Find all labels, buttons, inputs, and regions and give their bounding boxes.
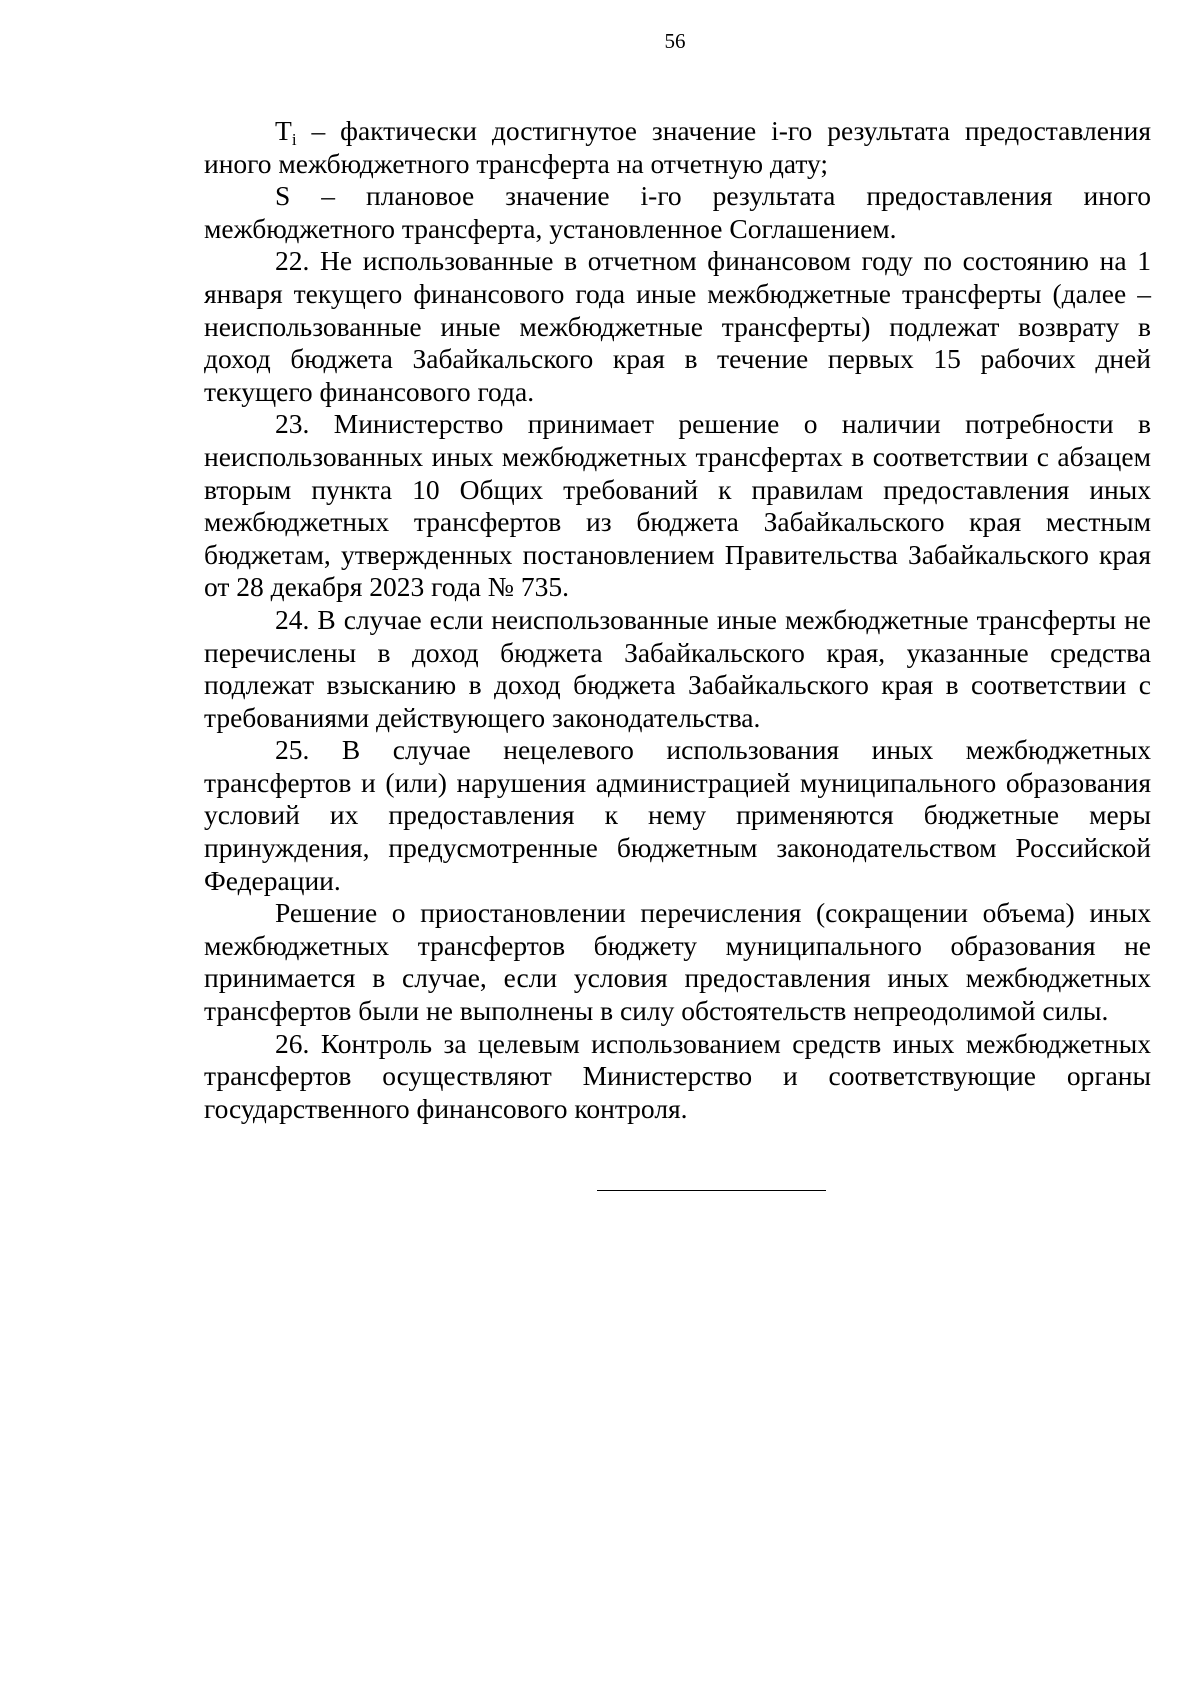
- symbol-t: T: [275, 115, 292, 146]
- closing-rule-divider: [597, 1190, 826, 1191]
- paragraph-25-decision: Решение о приостановлении перечисления (сокращении объема) иных межбюджетных трансфертов бюджету муниципального образования не принимается в случае, если условия предоставления иных межбюджетных трансфертов были не выполнены в силу обстоятельств непреодолимой силы.: [204, 897, 1151, 1027]
- paragraph-26: 26. Контроль за целевым использованием средств иных межбюджетных трансфертов осуществляют Министерство и соответствующие органы государственного финансового контроля.: [204, 1027, 1151, 1124]
- paragraph-24: 24. В случае если неиспользованные иные межбюджетные трансферты не перечислены в доход бюджета Забайкальского края, указанные средства подлежат взысканию в доход бюджета Забайкальского края в соответствии с требованиями действующего законодательства.: [204, 603, 1151, 733]
- paragraph-22: 22. Не использованные в отчетном финансовом году по состоянию на 1 января текущего финансового года иные межбюджетные трансферты (далее – неиспользованные иные межбюджетные трансферты) подлежат возврату в доход бюджета Забайкальского края в течение первых 15 рабочих дней текущего финансового года.: [204, 245, 1151, 407]
- document-body: [204, 115, 1151, 1125]
- paragraph-s-definition: S – плановое значение i-го результата предоставления иного межбюджетного трансферта, установленное Соглашением.: [204, 180, 1151, 244]
- paragraph-ti-definition: [204, 115, 1151, 180]
- paragraph-ti-definition-text: – фактически достигнутое значение i-го результата предоставления иного межбюджетного трансферта на отчетную дату;: [204, 115, 1151, 179]
- symbol-subscript-i: i: [291, 130, 297, 149]
- page-number: 56: [664, 29, 686, 53]
- paragraph-25: 25. В случае нецелевого использования иных межбюджетных трансфертов и (или) нарушения администрацией муниципального образования условий их предоставления к нему применяются бюджетные меры принуждения, предусмотренные бюджетным законодательством Российской Федерации.: [204, 734, 1151, 896]
- paragraph-23: 23. Министерство принимает решение о наличии потребности в неиспользованных иных межбюджетных трансфертах в соответствии с абзацем вторым пункта 10 Общих требований к правилам предоставления иных межбюджетных трансфертов из бюджета Забайкальского края местным бюджетам, утвержденных постановлением Правительства Забайкальского края от 28 декабря 2023 года № 735.: [204, 408, 1151, 603]
